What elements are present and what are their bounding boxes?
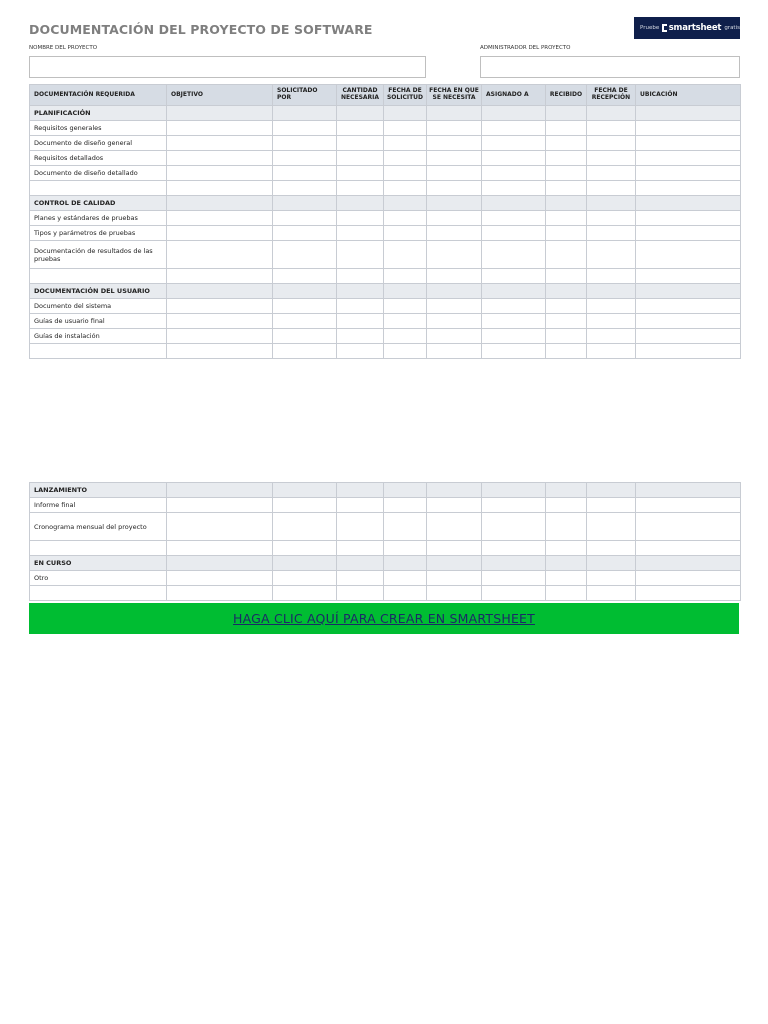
editable-cell[interactable] (636, 269, 741, 284)
editable-cell[interactable] (337, 329, 384, 344)
create-in-smartsheet-banner[interactable] (29, 603, 739, 634)
section-label: DOCUMENTACIÓN DEL USUARIO (30, 284, 167, 299)
project-admin-label: ADMINISTRADOR DEL PROYECTO (480, 45, 571, 51)
editable-cell[interactable] (273, 513, 337, 541)
table-row (30, 166, 741, 181)
editable-cell[interactable] (337, 241, 384, 269)
document-name-cell (30, 541, 167, 556)
editable-cell[interactable] (167, 513, 273, 541)
editable-cell[interactable] (427, 136, 482, 151)
editable-cell[interactable] (427, 498, 482, 513)
editable-cell[interactable] (636, 571, 741, 586)
editable-cell[interactable] (587, 196, 636, 211)
documentation-table-part1 (29, 84, 741, 359)
editable-cell[interactable] (482, 241, 546, 269)
editable-cell[interactable] (427, 241, 482, 269)
editable-cell[interactable] (337, 513, 384, 541)
editable-cell[interactable] (273, 269, 337, 284)
editable-cell[interactable] (427, 299, 482, 314)
table-row (30, 151, 741, 166)
editable-cell[interactable] (167, 269, 273, 284)
editable-cell[interactable] (482, 166, 546, 181)
editable-cell[interactable] (587, 483, 636, 498)
section-row (30, 196, 741, 211)
editable-cell[interactable] (587, 136, 636, 151)
editable-cell[interactable] (482, 284, 546, 299)
editable-cell[interactable] (273, 586, 337, 601)
editable-cell[interactable] (587, 211, 636, 226)
editable-cell[interactable] (384, 344, 427, 359)
editable-cell[interactable] (427, 284, 482, 299)
editable-cell[interactable] (587, 241, 636, 269)
editable-cell[interactable] (587, 121, 636, 136)
editable-cell[interactable] (337, 541, 384, 556)
editable-cell[interactable] (273, 136, 337, 151)
document-name-cell (30, 586, 167, 601)
editable-cell[interactable] (167, 166, 273, 181)
document-name-cell: Requisitos generales (30, 121, 167, 136)
editable-cell[interactable] (546, 241, 587, 269)
document-name-cell: Otro (30, 571, 167, 586)
editable-cell[interactable] (384, 226, 427, 241)
table-row (30, 571, 741, 586)
editable-cell[interactable] (427, 513, 482, 541)
editable-cell[interactable] (482, 136, 546, 151)
table-header-row (30, 85, 741, 106)
editable-cell[interactable] (636, 344, 741, 359)
editable-cell[interactable] (337, 121, 384, 136)
editable-cell[interactable] (482, 571, 546, 586)
section-label: CONTROL DE CALIDAD (30, 196, 167, 211)
editable-cell[interactable] (427, 166, 482, 181)
editable-cell[interactable] (337, 196, 384, 211)
header-fecha-necesita: FECHA EN QUE SE NECESITA (427, 85, 482, 106)
editable-cell[interactable] (636, 513, 741, 541)
editable-cell[interactable] (482, 541, 546, 556)
editable-cell[interactable] (167, 151, 273, 166)
editable-cell[interactable] (546, 284, 587, 299)
table-row (30, 299, 741, 314)
editable-cell[interactable] (167, 586, 273, 601)
table-row (30, 329, 741, 344)
editable-cell[interactable] (636, 226, 741, 241)
editable-cell[interactable] (427, 211, 482, 226)
editable-cell[interactable] (167, 106, 273, 121)
editable-cell[interactable] (273, 344, 337, 359)
editable-cell[interactable] (587, 226, 636, 241)
editable-cell[interactable] (273, 151, 337, 166)
document-name-cell: Guías de usuario final (30, 314, 167, 329)
editable-cell[interactable] (546, 556, 587, 571)
editable-cell[interactable] (636, 166, 741, 181)
editable-cell[interactable] (273, 329, 337, 344)
document-name-cell: Planes y estándares de pruebas (30, 211, 167, 226)
editable-cell[interactable] (636, 314, 741, 329)
editable-cell[interactable] (427, 541, 482, 556)
smartsheet-logo-icon (662, 24, 666, 32)
editable-cell[interactable] (427, 269, 482, 284)
table-row (30, 121, 741, 136)
header-recibido: RECIBIDO (546, 85, 587, 106)
table-row (30, 136, 741, 151)
header-fecha-solicitud: FECHA DE SOLICITUD (384, 85, 427, 106)
blank-row (30, 181, 741, 196)
editable-cell[interactable] (546, 299, 587, 314)
editable-cell[interactable] (546, 211, 587, 226)
editable-cell[interactable] (337, 556, 384, 571)
editable-cell[interactable] (273, 196, 337, 211)
header-solicitado-por: SOLICITADO POR (273, 85, 337, 106)
editable-cell[interactable] (337, 226, 384, 241)
editable-cell[interactable] (636, 196, 741, 211)
editable-cell[interactable] (384, 269, 427, 284)
section-row (30, 284, 741, 299)
editable-cell[interactable] (482, 269, 546, 284)
editable-cell[interactable] (587, 513, 636, 541)
editable-cell[interactable] (546, 344, 587, 359)
editable-cell[interactable] (636, 181, 741, 196)
editable-cell[interactable] (384, 483, 427, 498)
editable-cell[interactable] (546, 586, 587, 601)
blank-row (30, 586, 741, 601)
editable-cell[interactable] (337, 284, 384, 299)
editable-cell[interactable] (337, 106, 384, 121)
blank-row (30, 541, 741, 556)
brand-pre-text: Pruebe (640, 25, 660, 31)
editable-cell[interactable] (167, 226, 273, 241)
editable-cell[interactable] (546, 541, 587, 556)
editable-cell[interactable] (167, 498, 273, 513)
editable-cell[interactable] (273, 299, 337, 314)
editable-cell[interactable] (384, 541, 427, 556)
editable-cell[interactable] (546, 483, 587, 498)
editable-cell[interactable] (482, 151, 546, 166)
create-in-smartsheet-link[interactable]: HAGA CLIC AQUÍ PARA CREAR EN SMARTSHEET (233, 611, 535, 626)
section-row (30, 106, 741, 121)
editable-cell[interactable] (546, 269, 587, 284)
editable-cell[interactable] (587, 329, 636, 344)
editable-cell[interactable] (587, 541, 636, 556)
section-label: PLANIFICACIÓN (30, 106, 167, 121)
blank-row (30, 344, 741, 359)
editable-cell[interactable] (482, 299, 546, 314)
editable-cell[interactable] (482, 106, 546, 121)
editable-cell[interactable] (384, 586, 427, 601)
editable-cell[interactable] (546, 181, 587, 196)
editable-cell[interactable] (482, 196, 546, 211)
editable-cell[interactable] (587, 106, 636, 121)
editable-cell[interactable] (273, 314, 337, 329)
editable-cell[interactable] (427, 344, 482, 359)
editable-cell[interactable] (337, 299, 384, 314)
editable-cell[interactable] (427, 314, 482, 329)
document-name-cell: Guías de instalación (30, 329, 167, 344)
editable-cell[interactable] (636, 136, 741, 151)
editable-cell[interactable] (273, 181, 337, 196)
editable-cell[interactable] (587, 181, 636, 196)
editable-cell[interactable] (482, 211, 546, 226)
editable-cell[interactable] (636, 586, 741, 601)
editable-cell[interactable] (167, 211, 273, 226)
editable-cell[interactable] (273, 121, 337, 136)
editable-cell[interactable] (546, 166, 587, 181)
editable-cell[interactable] (587, 151, 636, 166)
editable-cell[interactable] (546, 513, 587, 541)
editable-cell[interactable] (636, 211, 741, 226)
editable-cell[interactable] (482, 586, 546, 601)
editable-cell[interactable] (427, 556, 482, 571)
document-name-cell: Documentación de resultados de las pruebas (30, 241, 167, 269)
editable-cell[interactable] (636, 483, 741, 498)
brand-post-text: gratis (724, 25, 740, 31)
document-name-cell: Requisitos detallados (30, 151, 167, 166)
header-objetivo: OBJETIVO (167, 85, 273, 106)
section-label: LANZAMIENTO (30, 483, 167, 498)
editable-cell[interactable] (167, 136, 273, 151)
editable-cell[interactable] (427, 121, 482, 136)
editable-cell[interactable] (427, 586, 482, 601)
editable-cell[interactable] (546, 106, 587, 121)
section-row (30, 483, 741, 498)
project-name-label: NOMBRE DEL PROYECTO (29, 45, 98, 51)
editable-cell[interactable] (482, 121, 546, 136)
editable-cell[interactable] (546, 329, 587, 344)
editable-cell[interactable] (337, 181, 384, 196)
editable-cell[interactable] (636, 106, 741, 121)
document-name-cell: Documento de diseño detallado (30, 166, 167, 181)
editable-cell[interactable] (587, 344, 636, 359)
editable-cell[interactable] (337, 314, 384, 329)
editable-cell[interactable] (337, 344, 384, 359)
editable-cell[interactable] (337, 211, 384, 226)
editable-cell[interactable] (384, 181, 427, 196)
editable-cell[interactable] (273, 483, 337, 498)
editable-cell[interactable] (636, 498, 741, 513)
header-documentacion: DOCUMENTACIÓN REQUERIDA (30, 85, 167, 106)
editable-cell[interactable] (587, 269, 636, 284)
header-ubicacion: UBICACIÓN (636, 85, 741, 106)
table-row (30, 241, 741, 269)
editable-cell[interactable] (482, 226, 546, 241)
editable-cell[interactable] (546, 571, 587, 586)
document-name-cell (30, 344, 167, 359)
table-row (30, 226, 741, 241)
editable-cell[interactable] (337, 136, 384, 151)
editable-cell[interactable] (636, 284, 741, 299)
editable-cell[interactable] (167, 344, 273, 359)
editable-cell[interactable] (337, 586, 384, 601)
editable-cell[interactable] (384, 329, 427, 344)
editable-cell[interactable] (482, 181, 546, 196)
editable-cell[interactable] (636, 556, 741, 571)
editable-cell[interactable] (636, 121, 741, 136)
editable-cell[interactable] (167, 181, 273, 196)
editable-cell[interactable] (636, 541, 741, 556)
editable-cell[interactable] (273, 498, 337, 513)
editable-cell[interactable] (384, 106, 427, 121)
editable-cell[interactable] (482, 498, 546, 513)
editable-cell[interactable] (384, 196, 427, 211)
editable-cell[interactable] (167, 196, 273, 211)
editable-cell[interactable] (427, 571, 482, 586)
editable-cell[interactable] (384, 211, 427, 226)
editable-cell[interactable] (273, 556, 337, 571)
table-row (30, 211, 741, 226)
header-asignado: ASIGNADO A (482, 85, 546, 106)
table-row (30, 513, 741, 541)
editable-cell[interactable] (636, 299, 741, 314)
document-name-cell (30, 181, 167, 196)
editable-cell[interactable] (427, 181, 482, 196)
editable-cell[interactable] (546, 121, 587, 136)
editable-cell[interactable] (427, 196, 482, 211)
editable-cell[interactable] (546, 226, 587, 241)
editable-cell[interactable] (337, 498, 384, 513)
editable-cell[interactable] (337, 571, 384, 586)
table-row (30, 314, 741, 329)
blank-row (30, 269, 741, 284)
editable-cell[interactable] (273, 571, 337, 586)
editable-cell[interactable] (482, 513, 546, 541)
editable-cell[interactable] (482, 314, 546, 329)
editable-cell[interactable] (273, 226, 337, 241)
editable-cell[interactable] (587, 586, 636, 601)
editable-cell[interactable] (337, 269, 384, 284)
editable-cell[interactable] (337, 151, 384, 166)
editable-cell[interactable] (167, 284, 273, 299)
editable-cell[interactable] (384, 556, 427, 571)
editable-cell[interactable] (167, 241, 273, 269)
editable-cell[interactable] (587, 314, 636, 329)
editable-cell[interactable] (546, 498, 587, 513)
editable-cell[interactable] (273, 541, 337, 556)
editable-cell[interactable] (384, 498, 427, 513)
document-name-cell: Cronograma mensual del proyecto (30, 513, 167, 541)
editable-cell[interactable] (587, 498, 636, 513)
editable-cell[interactable] (384, 151, 427, 166)
editable-cell[interactable] (167, 571, 273, 586)
editable-cell[interactable] (384, 314, 427, 329)
editable-cell[interactable] (167, 329, 273, 344)
section-label: EN CURSO (30, 556, 167, 571)
editable-cell[interactable] (384, 166, 427, 181)
editable-cell[interactable] (546, 151, 587, 166)
editable-cell[interactable] (167, 299, 273, 314)
editable-cell[interactable] (587, 556, 636, 571)
editable-cell[interactable] (482, 344, 546, 359)
table-row (30, 498, 741, 513)
editable-cell[interactable] (273, 241, 337, 269)
header-cantidad: CANTIDAD NECESARIA (337, 85, 384, 106)
editable-cell[interactable] (273, 106, 337, 121)
smartsheet-logo-button[interactable] (634, 17, 740, 39)
editable-cell[interactable] (587, 166, 636, 181)
editable-cell[interactable] (384, 136, 427, 151)
document-name-cell: Documento del sistema (30, 299, 167, 314)
editable-cell[interactable] (427, 483, 482, 498)
editable-cell[interactable] (167, 121, 273, 136)
editable-cell[interactable] (482, 556, 546, 571)
document-name-cell (30, 269, 167, 284)
editable-cell[interactable] (167, 314, 273, 329)
header-fecha-recepcion: FECHA DE RECEPCIÓN (587, 85, 636, 106)
editable-cell[interactable] (587, 284, 636, 299)
editable-cell[interactable] (384, 241, 427, 269)
project-admin-field[interactable] (480, 56, 740, 78)
editable-cell[interactable] (337, 166, 384, 181)
editable-cell[interactable] (587, 571, 636, 586)
editable-cell[interactable] (546, 136, 587, 151)
brand-name: smartsheet (668, 23, 722, 33)
document-name-cell: Tipos y parámetros de pruebas (30, 226, 167, 241)
editable-cell[interactable] (337, 483, 384, 498)
project-name-field[interactable] (29, 56, 426, 78)
editable-cell[interactable] (427, 329, 482, 344)
section-row (30, 556, 741, 571)
editable-cell[interactable] (167, 483, 273, 498)
document-name-cell: Informe final (30, 498, 167, 513)
editable-cell[interactable] (546, 314, 587, 329)
document-name-cell: Documento de diseño general (30, 136, 167, 151)
page-title: DOCUMENTACIÓN DEL PROYECTO DE SOFTWARE (29, 22, 373, 37)
editable-cell[interactable] (482, 329, 546, 344)
editable-cell[interactable] (167, 556, 273, 571)
editable-cell[interactable] (273, 166, 337, 181)
editable-cell[interactable] (427, 151, 482, 166)
editable-cell[interactable] (427, 226, 482, 241)
editable-cell[interactable] (482, 483, 546, 498)
editable-cell[interactable] (167, 541, 273, 556)
editable-cell[interactable] (384, 284, 427, 299)
editable-cell[interactable] (384, 299, 427, 314)
editable-cell[interactable] (384, 121, 427, 136)
editable-cell[interactable] (546, 196, 587, 211)
editable-cell[interactable] (427, 106, 482, 121)
editable-cell[interactable] (384, 513, 427, 541)
editable-cell[interactable] (273, 211, 337, 226)
editable-cell[interactable] (384, 571, 427, 586)
editable-cell[interactable] (587, 299, 636, 314)
editable-cell[interactable] (273, 284, 337, 299)
editable-cell[interactable] (636, 151, 741, 166)
documentation-table-part2 (29, 482, 741, 601)
editable-cell[interactable] (636, 241, 741, 269)
editable-cell[interactable] (636, 329, 741, 344)
